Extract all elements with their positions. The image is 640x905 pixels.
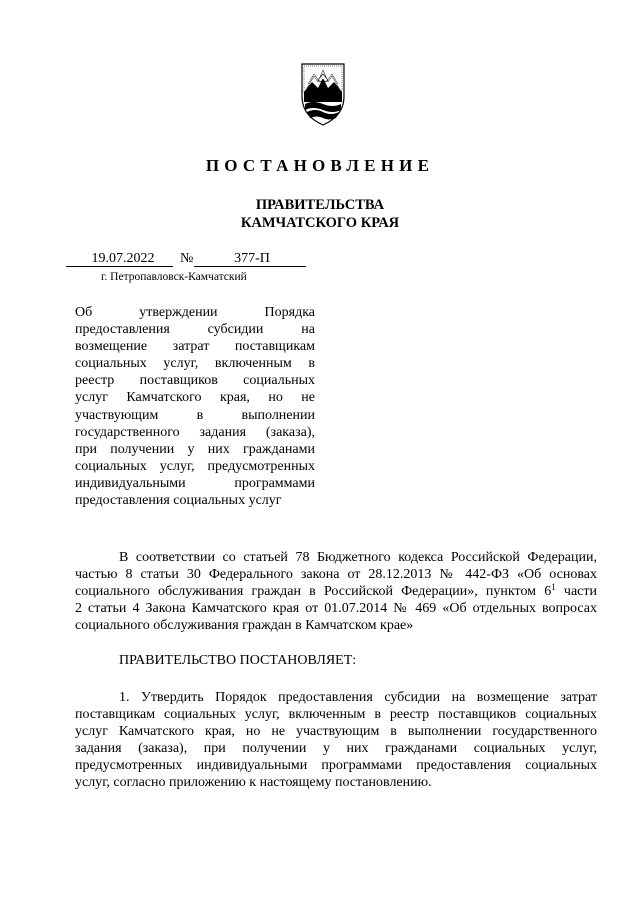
kamchatka-coat-of-arms-icon: [298, 62, 348, 126]
issuer-title: [0, 196, 640, 232]
subject-line: предоставления социальных услуг: [75, 493, 282, 509]
item-line: услуг Камчатского края, но не участвующим в выполнении государственного: [75, 724, 597, 740]
item-line: услуг, согласно приложению к настоящему постановлению.: [75, 775, 432, 791]
preamble-line: 2 статьи 4 Закона Камчатского края от 01.07.2014 № 469 «Об отдельных вопросах: [75, 601, 597, 617]
document-place: г. Петропавловск-Камчатский: [101, 271, 247, 283]
subject-line: государственного задания (заказа),: [75, 424, 315, 440]
document-number: 377-П: [234, 251, 270, 266]
issuer-line-2: КАМЧАТСКОГО КРАЯ: [240, 215, 400, 231]
preamble-text: социального обслуживания граждан в Российской Федерации», пунктом 6: [75, 584, 552, 600]
preamble-text: части: [555, 584, 597, 600]
document-date: 19.07.2022: [91, 251, 155, 266]
subject-line: возмещение затрат поставщикам: [75, 339, 315, 355]
preamble-line: [75, 583, 597, 600]
resolves-line: ПРАВИТЕЛЬСТВО ПОСТАНОВЛЯЕТ:: [119, 653, 357, 668]
item-line: поставщикам социальных услуг, включенным в реестр поставщиков социальных: [75, 707, 597, 723]
document-subject: [75, 304, 315, 509]
item-line: 1. Утвердить Порядок предоставления субсидии на возмещение затрат: [119, 690, 597, 705]
subject-line: социальных услуг, включенным в: [75, 356, 315, 372]
subject-line: реестр поставщиков социальных: [75, 373, 315, 389]
preamble-line: социального обслуживания граждан в Камчатском крае»: [75, 618, 414, 634]
subject-line: предоставления субсидии на: [75, 322, 315, 338]
subject-line: участвующим в выполнении: [75, 407, 315, 423]
resolves-paragraph: [75, 652, 597, 669]
item-line: задания (заказа), при получении у них гражданами социальных услуг,: [75, 741, 597, 757]
subject-line: Об утверждении Порядка: [75, 305, 315, 320]
item-1-paragraph: [75, 689, 597, 792]
document-type-title: ПОСТАНОВЛЕНИЕ: [205, 156, 435, 175]
subject-line: услуг Камчатского края, но не: [75, 390, 315, 406]
preamble-line: В соответствии со статьей 78 Бюджетного кодекса Российской Федерации,: [119, 550, 597, 565]
item-line: предусмотренных индивидуальными программами предоставления социальных: [75, 758, 597, 774]
number-underline: [194, 266, 306, 267]
superscript: 1: [551, 582, 556, 593]
subject-line: социальных услуг, предусмотренных: [75, 458, 315, 474]
date-underline: [66, 266, 173, 267]
number-sign: №: [180, 251, 194, 266]
subject-line: при получении у них гражданами: [75, 441, 315, 457]
issuer-line-1: ПРАВИТЕЛЬСТВА: [255, 197, 385, 213]
preamble-line: частью 8 статьи 30 Федерального закона от 28.12.2013 № 442-ФЗ «Об основах: [75, 567, 597, 583]
preamble-paragraph: [75, 549, 597, 634]
subject-line: индивидуальными программами: [75, 475, 315, 491]
